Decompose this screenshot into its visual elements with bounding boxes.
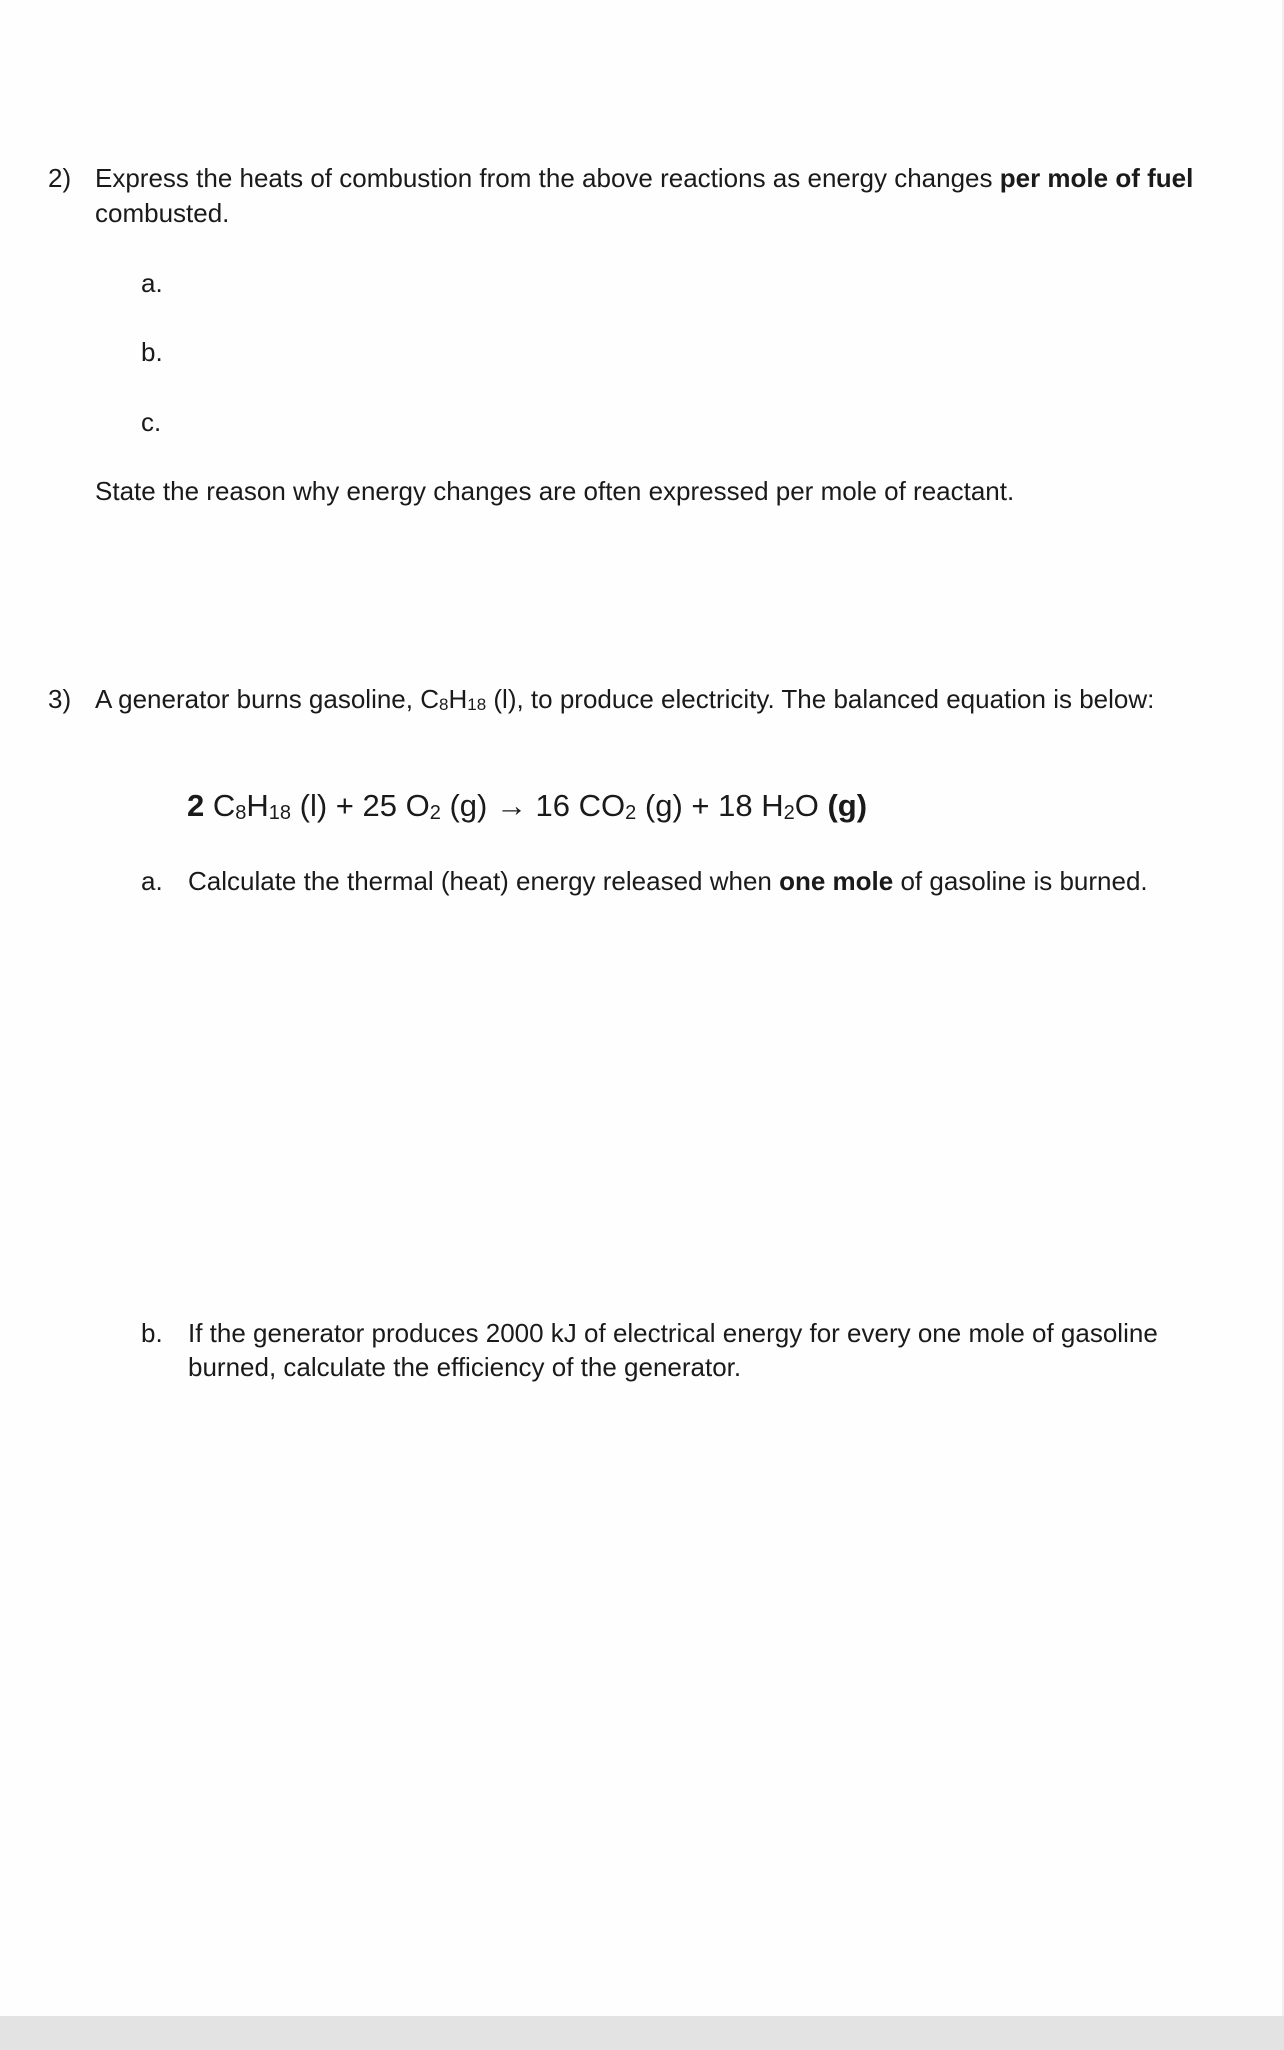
question-3b-text-line2: burned, calculate the efficiency of the generator. [188,1352,742,1382]
question-2-item-a: a. [141,268,163,298]
intro-text-3: (l), to produce electricity. The balanced equation is below: [486,684,1155,714]
intro-text-2: H [448,684,468,714]
question-3-number: 3) [48,684,72,714]
eq-h2o-sub: 2 [783,802,795,824]
eq-c-sub: 8 [235,802,247,824]
question-3a-label: a. [141,866,163,896]
eq-h-sub: 18 [268,802,292,824]
eq-part-4-bold: (g) [827,788,868,823]
eq-part-3: (g) + 18 H [636,788,784,823]
intro-sub-2: 18 [467,695,487,714]
eq-part-1: (l) + 25 O [291,788,430,823]
eq-o2-sub: 2 [429,802,441,824]
question-2-text-line2: combusted. [95,198,230,228]
intro-sub-1: 8 [439,695,449,714]
question-2-number: 2) [48,163,72,193]
question-2-item-c: c. [141,407,162,437]
q3a-bold: one mole [779,866,894,896]
question-3a-text [188,864,1148,898]
q3a-start: Calculate the thermal (heat) energy released when [188,866,780,896]
eq-part-4: O [794,788,828,823]
eq-co2-sub: 2 [625,802,637,824]
question-2-reason-prompt: State the reason why energy changes are often expressed per mole of reactant. [95,476,1015,506]
question-2-text-bold: per mole of fuel [999,163,1194,193]
eq-h: H [246,788,269,823]
q3a-end: of gasoline is burned. [893,866,1148,896]
question-3-intro [95,682,1154,716]
eq-part-2: (g) → 16 CO [440,788,626,823]
balanced-equation [187,786,867,826]
question-2-item-b: b. [141,337,163,367]
question-3b-text-line1: If the generator produces 2000 kJ of electrical energy for every one mole of gasoline [188,1318,1158,1348]
intro-text-1: A generator burns gasoline, C [95,684,439,714]
eq-coef: 2 [187,788,205,823]
question-2-text-start: Express the heats of combustion from the above reactions as energy changes [95,163,1000,193]
bottom-scroll-area [0,2016,1284,2050]
question-2-text [95,161,1193,195]
question-3b-label: b. [141,1318,163,1348]
eq-c: C [204,788,236,823]
